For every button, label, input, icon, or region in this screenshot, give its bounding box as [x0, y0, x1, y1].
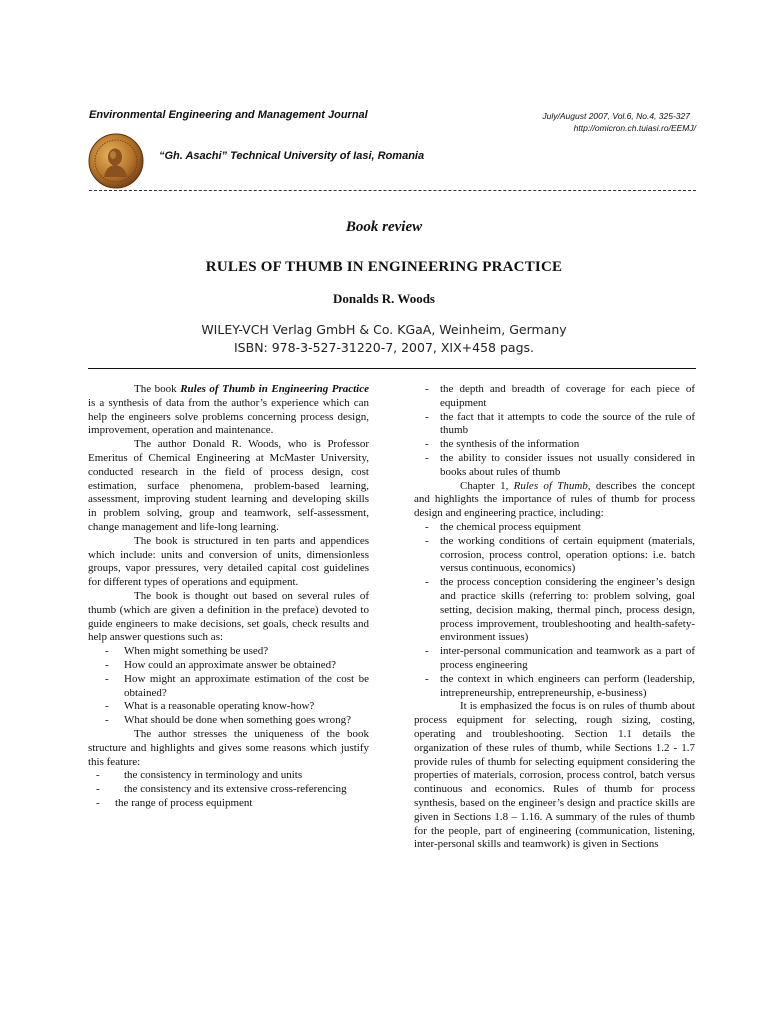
section-label: Book review — [345, 219, 423, 235]
topics-list — [414, 521, 695, 700]
list-item: - the consistency and its extensive cross-referencing — [96, 783, 347, 796]
list-item: - the context in which engineers can perform (leadership, intrepreneurship, entrepreneurship, e-business) — [425, 672, 695, 699]
isbn: ISBN: 978-3-527-31220-7, 2007, XIX+458 pags. — [234, 340, 534, 355]
paragraph-structure: The book is structured in ten parts and appendices which include: units and conversion of units, dimensionless groups, vapor pressures, very detailed capital cost guidelines for different types of operations and equipment. — [88, 534, 369, 589]
book-title: RULES OF THUMB IN ENGINEERING PRACTICE — [205, 259, 563, 275]
list-item: - How could an approximate answer be obtained? — [105, 658, 336, 671]
paragraph-rules: The book is thought out based on several rules of thumb (which are given a definition in the preface) devoted to guide engineers to make decisions, set goals, check results and help answer questions such as: — [88, 589, 369, 644]
header-divider — [89, 190, 696, 191]
book-title-inline: Rules of Thumb in Engineering Practice — [180, 383, 369, 395]
paragraph-chapter-1: Chapter 1, Rules of Thumb, describes the concept and highlights the importance of rules of thumb for process design and engineering practice, including: — [414, 479, 695, 520]
list-item: - What is a reasonable operating know-how? — [105, 700, 315, 713]
journal-url[interactable]: http://omicron.ch.tuiasi.ro/EEMJ/ — [573, 123, 696, 133]
list-item: - inter-personal communication and teamwork as a part of process engineering — [425, 645, 695, 671]
paragraph-author: The author Donald R. Woods, who is Professor Emeritus of Chemical Engineering at McMaster University, conducted research in the field of process design, cost estimation, surface phenomena, problem-based learning, assessment, improving student learning and developing skills in problem solving, group and teamwork, self-assessment, change management and life-long learning. — [88, 438, 369, 533]
features-list-continued — [414, 383, 695, 480]
paragraph-intro: The book Rules of Thumb in Engineering Practice is a synthesis of data from the author’s experience which can help the engineers solve problems concerning process design, improvement, operation and maintenance. — [88, 383, 369, 437]
university-seal-icon — [88, 133, 144, 189]
book-author: Donalds R. Woods — [333, 291, 435, 306]
list-item: - the depth and breadth of coverage for each piece of equipment — [425, 383, 695, 409]
left-column — [88, 383, 369, 811]
university-name: “Gh. Asachi” Technical University of Iasi, Romania — [159, 150, 425, 162]
list-item: - How might an approximate estimation of the cost be obtained? — [105, 672, 369, 699]
list-item: - the consistency in terminology and units — [96, 769, 303, 782]
list-item: - the synthesis of the information — [425, 438, 580, 451]
paragraph-focus: It is emphasized the focus is on rules of thumb about process equipment for selecting, rough sizing, costing, operating and troubleshooting. Section 1.1 details the organization of these rules of thumb, while Sections 1.2 - 1.7 provide rules of thumb for selecting equipment considering the properties of materials, corrosion, process control, batch versus continuous and economics. Rules of thumb for process synthesis, based on the engineer’s design and practice skills are given in Sections 1.8 – 1.16. A summary of the rules of thumb for the people, part of engineering (communication, listening, inter-personal skills and teamwork) is given in Sections — [414, 700, 695, 851]
list-item: - the working conditions of certain equipment (materials, corrosion, process control, operation options: i.e. batch versus continuous, economics) — [425, 534, 695, 575]
list-item: - the ability to consider issues not usually considered in books about rules of thumb — [425, 451, 695, 478]
list-item: - the range of process equipment — [96, 796, 253, 809]
issue-info: July/August 2007, Vol.6, No.4, 325-327 — [542, 111, 690, 121]
list-item: - the process conception considering the engineer’s design and practice skills (referring to: problem solving, goal setting, decision making, thermal pinch, process design, process improvement, troubleshooting and health-safety-environment issues) — [425, 576, 695, 644]
list-item: - What should be done when something goes wrong? — [105, 714, 351, 727]
features-list — [88, 769, 369, 810]
right-column — [414, 383, 695, 852]
list-item: - the chemical process equipment — [425, 520, 581, 533]
list-item: - the fact that it attempts to code the source of the rule of thumb — [425, 410, 695, 437]
journal-name: Environmental Engineering and Management Journal — [89, 109, 368, 121]
list-item: - When might something be used? — [105, 645, 269, 658]
publisher: WILEY-VCH Verlag GmbH & Co. KGaA, Weinheim, Germany — [201, 322, 567, 337]
paragraph-uniqueness: The author stresses the uniqueness of the book structure and highlights and gives some reasons which justify this feature: — [88, 727, 369, 768]
questions-list — [88, 645, 369, 728]
title-divider — [88, 368, 696, 369]
